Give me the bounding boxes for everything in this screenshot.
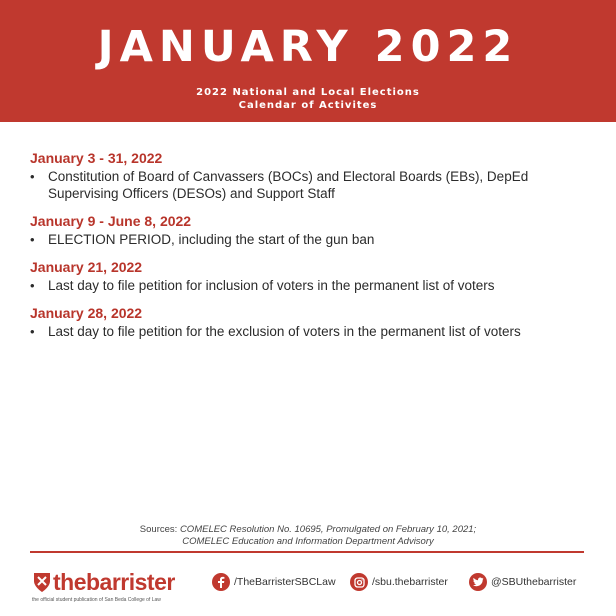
event-description: Constitution of Board of Canvassers (BOCs) and Electoral Boards (EBs), DepEd Supervising Officers (DESOs) and Support Staff — [48, 169, 529, 201]
events-list — [30, 150, 590, 351]
twitter-link[interactable] — [469, 573, 576, 591]
sources-text-2: COMELEC Education and Information Department Advisory — [182, 536, 434, 547]
instagram-handle: /sbu.thebarrister — [372, 576, 448, 588]
facebook-link[interactable] — [212, 573, 336, 591]
event-date: January 21, 2022 — [30, 259, 143, 275]
logo-wordmark — [53, 568, 175, 596]
header-banner — [0, 0, 616, 122]
twitter-icon — [469, 573, 487, 591]
bullet-icon: • — [30, 232, 35, 247]
bullet-icon: • — [30, 278, 35, 293]
facebook-handle: /TheBarristerSBCLaw — [234, 576, 336, 588]
logo-the: the — [53, 569, 86, 595]
subtitle-line-1: 2022 National and Local Elections — [196, 87, 420, 98]
event-bullet-row — [30, 323, 590, 340]
sources-line-1 — [0, 524, 616, 536]
sources-text-1: COMELEC Resolution No. 10695, Promulgated on February 10, 2021; — [179, 524, 477, 535]
footer — [0, 560, 616, 616]
bullet-icon: • — [30, 169, 35, 184]
facebook-icon — [212, 573, 230, 591]
event-description: Last day to file petition for inclusion of voters in the permanent list of voters — [48, 278, 495, 293]
event-date: January 3 - 31, 2022 — [30, 150, 163, 166]
instagram-link[interactable] — [350, 573, 448, 591]
logo-tagline: the official student publication of San Beda College of Law — [32, 597, 161, 603]
event-description: Last day to file petition for the exclusion of voters in the permanent list of voters — [48, 324, 521, 339]
event-description: ELECTION PERIOD, including the start of the gun ban — [48, 232, 375, 247]
logo-name: barrister — [86, 569, 175, 595]
event-bullet-row — [30, 231, 590, 248]
event-bullet-row — [30, 277, 590, 294]
event-date: January 9 - June 8, 2022 — [30, 213, 192, 229]
event-bullet-row — [30, 168, 590, 202]
publication-logo[interactable] — [32, 568, 192, 604]
event-item — [30, 150, 590, 202]
twitter-handle: @SBUthebarrister — [491, 576, 577, 588]
bullet-icon: • — [30, 324, 35, 339]
sources-prefix: Sources: — [139, 524, 178, 535]
sources-line-2 — [0, 536, 616, 548]
subtitle-line-2: Calendar of Activites — [238, 100, 378, 111]
event-item — [30, 305, 590, 340]
page-title: JANUARY 2022 — [97, 22, 519, 72]
instagram-icon — [350, 573, 368, 591]
event-item — [30, 213, 590, 248]
event-date: January 28, 2022 — [30, 305, 143, 321]
footer-divider — [30, 551, 584, 553]
shield-logo-icon — [32, 571, 52, 593]
sources-note — [0, 524, 616, 548]
event-item — [30, 259, 590, 294]
